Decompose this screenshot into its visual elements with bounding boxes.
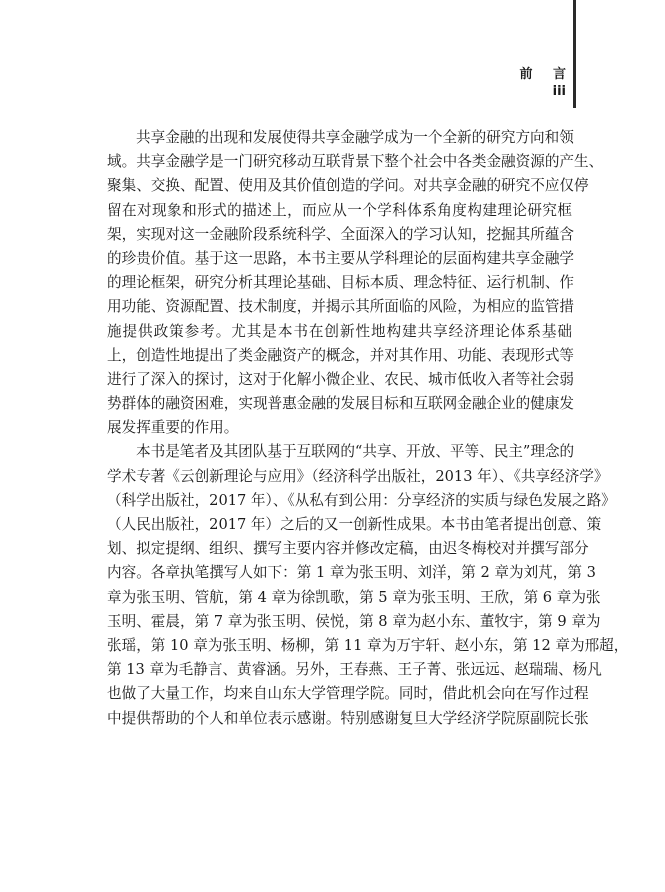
paragraph-1-line-13: 展发挥重要的作用。 bbox=[107, 419, 239, 437]
paragraph-2-line-5: 划、拟定提纲、组织、撰写主要内容并修改定稿，由迟冬梅校对并撰写部分 bbox=[107, 540, 589, 558]
paragraph-2-line-9: 张瑶，第 10 章为张玉明、杨柳，第 11 章为万宇轩、赵小东，第 12 章为邢超， bbox=[107, 636, 629, 654]
margin-rule bbox=[573, 0, 576, 108]
running-head bbox=[519, 66, 574, 100]
section-title: 前 言 bbox=[519, 67, 574, 82]
paragraph-2-line-4: （人民出版社，2017 年）之后的又一创新性成果。本书由笔者提出创意、策 bbox=[107, 516, 602, 533]
paragraph-2-line-2: 学术专著《云创新理论与应用》（经济科学出版社，2013 年）、《共享经济学》 bbox=[107, 467, 609, 485]
paragraph-1-line-1: 共享金融的出现和发展使得共享金融学成为一个全新的研究方向和领 bbox=[136, 129, 574, 146]
paragraph-2-line-6: 内容。各章执笔撰写人如下：第 1 章为张玉明、刘洋，第 2 章为刘芃，第 3 bbox=[107, 564, 596, 582]
paragraph-2-line-8: 玉明、霍晨，第 7 章为张玉明、侯悦，第 8 章为赵小东、董牧宇，第 9 章为 bbox=[107, 612, 601, 630]
paragraph-1-line-6: 的珍贵价值。基于这一思路，本书主要从学科理论的层面构建共享金融学 bbox=[107, 249, 575, 267]
paragraph-2-line-10: 第 13 章为毛静言、黄睿涵。另外，王春燕、王子菁、张远远、赵瑞瑞、杨凡 bbox=[107, 661, 602, 679]
paragraph-1-line-5: 架，实现对这一金融阶段系统科学、全面深入的学习认知，挖掘其所蕴含 bbox=[107, 225, 575, 243]
paragraph-1-line-3: 聚集、交换、配置、使用及其价值创造的学问。对共享金融的研究不应仅停 bbox=[107, 177, 589, 195]
paragraph-2-line-11: 也做了大量工作，均来自山东大学管理学院。同时，借此机会向在写作过程 bbox=[107, 685, 589, 703]
paragraph-1-line-9: 施提供政策参考。尤其是本书在创新性地构建共享经济理论体系基础 bbox=[107, 322, 572, 340]
paragraph-1-line-11: 进行了深入的探讨，这对于化解小微企业、农民、城市低收入者等社会弱 bbox=[107, 370, 575, 388]
paragraph-1-line-12: 势群体的融资困难，实现普惠金融的发展目标和互联网金融企业的健康发 bbox=[107, 395, 575, 413]
paragraph-2-line-1: 本书是笔者及其团队基于互联网的“共享、开放、平等、民主”理念的 bbox=[136, 443, 575, 461]
body-text bbox=[107, 126, 629, 731]
paragraph-2-line-3: （科学出版社，2017 年）、《从私有到公用：分享经济的实质与绿色发展之路》 bbox=[107, 491, 616, 509]
paragraph-1-line-10: 上，创造性地提出了类金融资产的概念，并对其作用、功能、表现形式等 bbox=[107, 346, 575, 364]
page-number: iii bbox=[552, 84, 566, 99]
paragraph-1-line-4: 留在对现象和形式的描述上，而应从一个学科体系角度构建理论研究框 bbox=[107, 201, 572, 219]
paragraph-1-line-7: 的理论框架，研究分析其理论基础、目标本质、理念特征、运行机制、作 bbox=[107, 274, 575, 292]
paragraph-1-line-8: 用功能、资源配置、技术制度，并揭示其所面临的风险，为相应的监管措 bbox=[107, 298, 575, 316]
paragraph-1-line-2: 域。共享金融学是一门研究移动互联背景下整个社会中各类金融资源的产生、 bbox=[107, 153, 604, 171]
paragraph-2-line-7: 章为张玉明、管航，第 4 章为徐凯歌，第 5 章为张玉明、王欣，第 6 章为张 bbox=[107, 588, 601, 606]
paragraph-2-line-12: 中提供帮助的个人和单位表示感谢。特别感谢复旦大学经济学院原副院长张 bbox=[107, 709, 589, 727]
